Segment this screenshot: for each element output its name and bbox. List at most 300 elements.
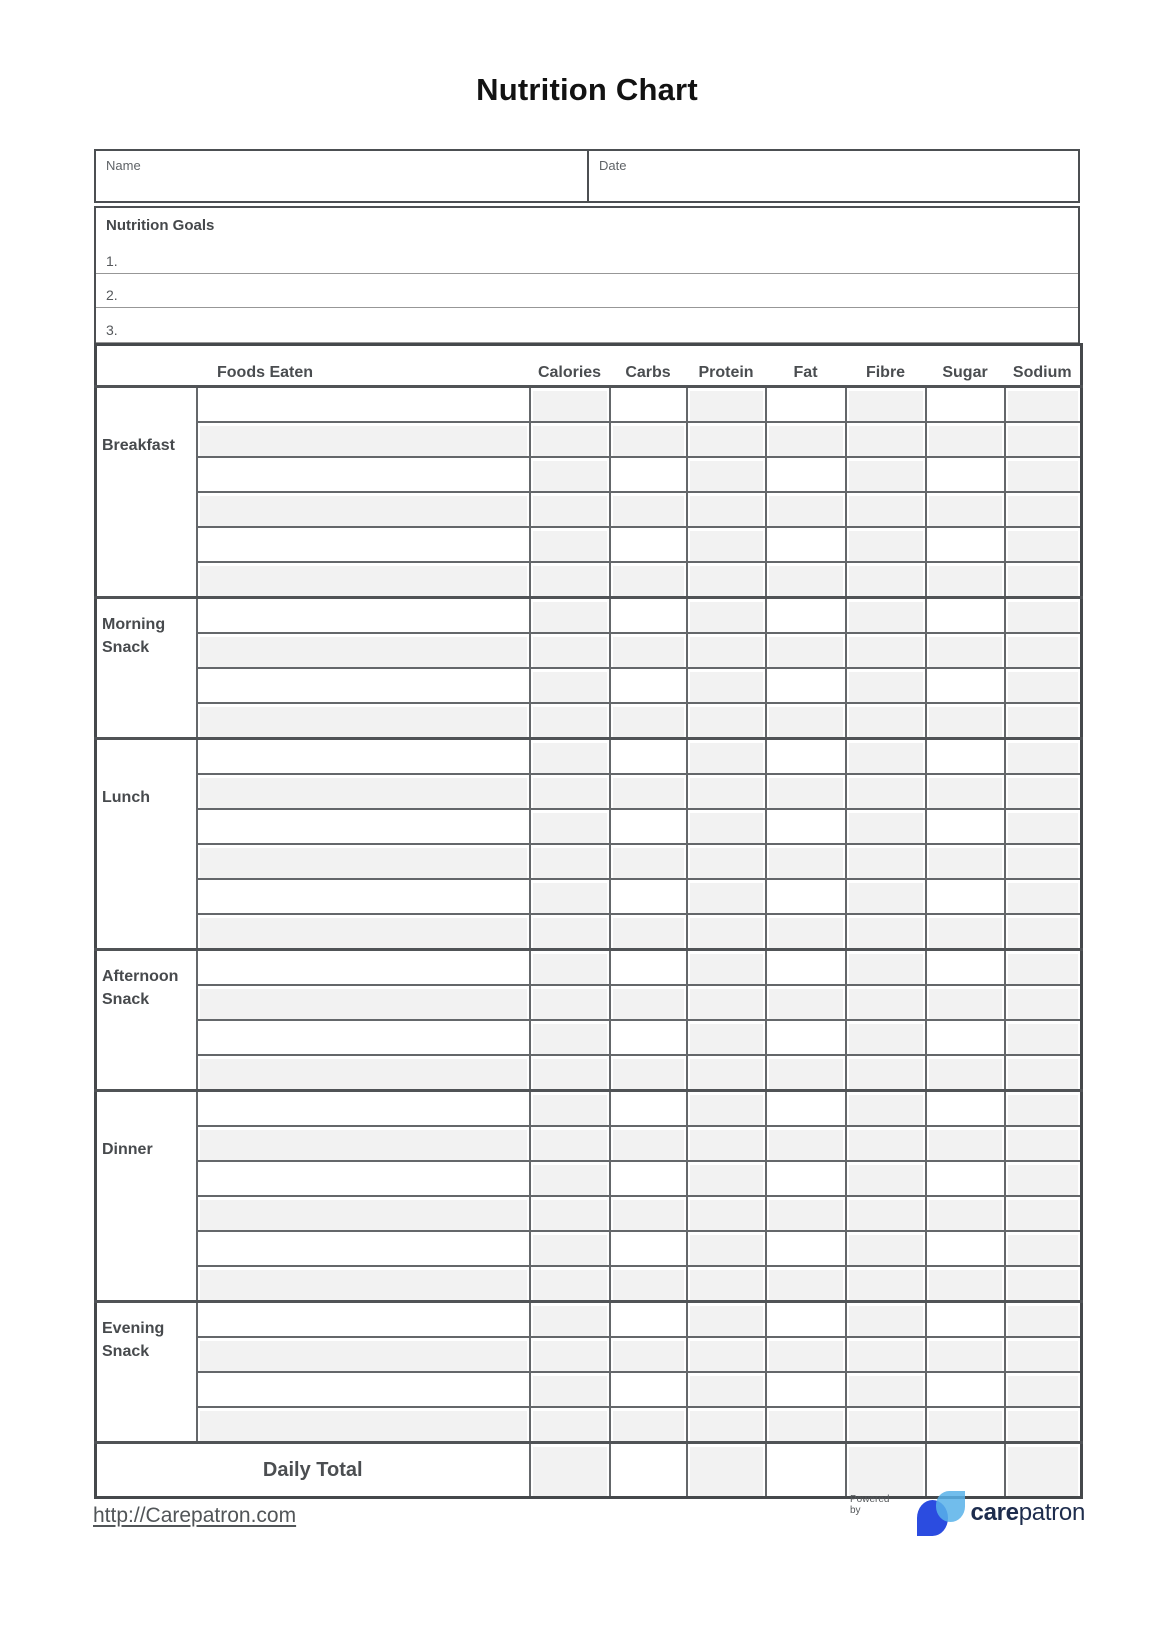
foods-eaten-cell[interactable] — [197, 739, 530, 775]
sodium-cell[interactable] — [1005, 668, 1082, 703]
carbs-cell[interactable] — [610, 1372, 687, 1407]
fat-cell[interactable] — [766, 950, 846, 986]
calories-cell[interactable] — [530, 985, 610, 1020]
calories-cell[interactable] — [530, 844, 610, 879]
foods-eaten-cell[interactable] — [197, 985, 530, 1020]
sodium-cell[interactable] — [1005, 457, 1082, 492]
fat-cell[interactable] — [766, 739, 846, 775]
table-row — [96, 1302, 1082, 1338]
sodium-cell[interactable] — [1005, 1020, 1082, 1055]
sodium-cell[interactable] — [1005, 633, 1082, 668]
sodium-cell[interactable] — [1005, 985, 1082, 1020]
fibre-cell[interactable] — [846, 774, 926, 809]
carbs-cell[interactable] — [610, 844, 687, 879]
foods-eaten-cell[interactable] — [197, 950, 530, 986]
sugar-cell[interactable] — [926, 387, 1005, 423]
table-row — [96, 527, 1082, 562]
calories-cell[interactable] — [530, 1407, 610, 1443]
foods-eaten-cell[interactable] — [197, 1337, 530, 1372]
fibre-cell[interactable] — [846, 1020, 926, 1055]
sodium-cell[interactable] — [1005, 598, 1082, 634]
protein-cell[interactable] — [687, 1020, 766, 1055]
calories-cell[interactable] — [530, 1020, 610, 1055]
protein-cell[interactable] — [687, 774, 766, 809]
carbs-cell[interactable] — [610, 598, 687, 634]
carbs-cell[interactable] — [610, 1196, 687, 1231]
table-row — [96, 1196, 1082, 1231]
sugar-cell[interactable] — [926, 1407, 1005, 1443]
sodium-cell[interactable] — [1005, 527, 1082, 562]
fat-cell[interactable] — [766, 1407, 846, 1443]
foods-eaten-cell[interactable] — [197, 1126, 530, 1161]
fat-cell[interactable] — [766, 1337, 846, 1372]
foods-eaten-cell[interactable] — [197, 422, 530, 457]
sodium-cell[interactable] — [1005, 1407, 1082, 1443]
fat-cell[interactable] — [766, 598, 846, 634]
fat-cell[interactable] — [766, 633, 846, 668]
carbs-cell[interactable] — [610, 739, 687, 775]
sodium-cell[interactable] — [1005, 562, 1082, 598]
foods-eaten-cell[interactable] — [197, 879, 530, 914]
sodium-cell[interactable] — [1005, 1337, 1082, 1372]
fibre-total-cell[interactable] — [846, 1443, 926, 1498]
table-row — [96, 422, 1082, 457]
sodium-cell[interactable] — [1005, 1302, 1082, 1338]
fibre-cell[interactable] — [846, 809, 926, 844]
protein-cell[interactable] — [687, 1372, 766, 1407]
table-row — [96, 633, 1082, 668]
sugar-cell[interactable] — [926, 1020, 1005, 1055]
sodium-cell[interactable] — [1005, 1196, 1082, 1231]
carbs-cell[interactable] — [610, 633, 687, 668]
calories-total-cell[interactable] — [530, 1443, 610, 1498]
sodium-cell[interactable] — [1005, 492, 1082, 527]
fibre-cell[interactable] — [846, 950, 926, 986]
carbs-cell[interactable] — [610, 809, 687, 844]
carbs-cell[interactable] — [610, 1407, 687, 1443]
foods-eaten-cell[interactable] — [197, 527, 530, 562]
sugar-cell[interactable] — [926, 457, 1005, 492]
carbs-cell[interactable] — [610, 387, 687, 423]
protein-cell[interactable] — [687, 1302, 766, 1338]
sodium-cell[interactable] — [1005, 1126, 1082, 1161]
sodium-cell[interactable] — [1005, 1161, 1082, 1196]
fibre-header: Fibre — [846, 345, 926, 387]
protein-cell[interactable] — [687, 950, 766, 986]
sugar-cell[interactable] — [926, 914, 1005, 950]
table-row — [96, 844, 1082, 879]
sugar-cell[interactable] — [926, 809, 1005, 844]
section-label-dinner: Dinner — [96, 1091, 197, 1302]
daily-total-label: Daily Total — [96, 1443, 530, 1498]
section-label-morning-snack: Morning Snack — [96, 598, 197, 739]
protein-cell[interactable] — [687, 527, 766, 562]
sugar-cell[interactable] — [926, 1196, 1005, 1231]
foods-eaten-header: Foods Eaten — [96, 345, 530, 387]
carbs-cell[interactable] — [610, 492, 687, 527]
calories-cell[interactable] — [530, 422, 610, 457]
protein-cell[interactable] — [687, 914, 766, 950]
carbs-cell[interactable] — [610, 914, 687, 950]
protein-cell[interactable] — [687, 985, 766, 1020]
fat-cell[interactable] — [766, 1161, 846, 1196]
goal-line-3[interactable] — [96, 308, 1078, 343]
calories-cell[interactable] — [530, 387, 610, 423]
fat-cell[interactable] — [766, 914, 846, 950]
foods-eaten-cell[interactable] — [197, 1302, 530, 1338]
powered-by-label: Powered by — [850, 1494, 890, 1516]
carepatron-wordmark: carepatron — [970, 1499, 1085, 1526]
table-row — [96, 1372, 1082, 1407]
table-row — [96, 703, 1082, 739]
sugar-cell[interactable] — [926, 633, 1005, 668]
sugar-cell[interactable] — [926, 879, 1005, 914]
fibre-cell[interactable] — [846, 879, 926, 914]
sugar-header: Sugar — [926, 345, 1005, 387]
protein-cell[interactable] — [687, 633, 766, 668]
fibre-cell[interactable] — [846, 598, 926, 634]
nutrition-table — [94, 343, 1083, 1499]
sugar-cell[interactable] — [926, 1337, 1005, 1372]
foods-eaten-cell[interactable] — [197, 914, 530, 950]
foods-eaten-cell[interactable] — [197, 1266, 530, 1302]
fat-cell[interactable] — [766, 774, 846, 809]
foods-eaten-cell[interactable] — [197, 1231, 530, 1266]
sugar-cell[interactable] — [926, 1161, 1005, 1196]
logo-bubble-light-icon — [936, 1491, 965, 1522]
protein-cell[interactable] — [687, 457, 766, 492]
fibre-cell[interactable] — [846, 668, 926, 703]
protein-cell[interactable] — [687, 1196, 766, 1231]
fat-cell[interactable] — [766, 387, 846, 423]
sugar-cell[interactable] — [926, 844, 1005, 879]
fat-cell[interactable] — [766, 1231, 846, 1266]
calories-cell[interactable] — [530, 950, 610, 986]
protein-cell[interactable] — [687, 703, 766, 739]
fibre-cell[interactable] — [846, 457, 926, 492]
sugar-total-cell[interactable] — [926, 1443, 1005, 1498]
carbs-cell[interactable] — [610, 562, 687, 598]
section-label-afternoon-snack: Afternoon Snack — [96, 950, 197, 1091]
fat-cell[interactable] — [766, 527, 846, 562]
table-row — [96, 914, 1082, 950]
fibre-cell[interactable] — [846, 1126, 926, 1161]
calories-cell[interactable] — [530, 879, 610, 914]
fat-cell[interactable] — [766, 422, 846, 457]
carbs-cell[interactable] — [610, 527, 687, 562]
fibre-cell[interactable] — [846, 633, 926, 668]
fat-cell[interactable] — [766, 1372, 846, 1407]
foods-eaten-cell[interactable] — [197, 1020, 530, 1055]
fibre-cell[interactable] — [846, 1407, 926, 1443]
fibre-cell[interactable] — [846, 1091, 926, 1127]
protein-cell[interactable] — [687, 387, 766, 423]
sodium-total-cell[interactable] — [1005, 1443, 1082, 1498]
carbs-cell[interactable] — [610, 1020, 687, 1055]
protein-cell[interactable] — [687, 1126, 766, 1161]
sugar-cell[interactable] — [926, 1302, 1005, 1338]
protein-cell[interactable] — [687, 492, 766, 527]
foods-eaten-cell[interactable] — [197, 562, 530, 598]
foods-eaten-cell[interactable] — [197, 387, 530, 423]
carbs-cell[interactable] — [610, 950, 687, 986]
foods-eaten-cell[interactable] — [197, 1372, 530, 1407]
sugar-cell[interactable] — [926, 562, 1005, 598]
calories-cell[interactable] — [530, 1055, 610, 1091]
table-row — [96, 1407, 1082, 1443]
table-row — [96, 739, 1082, 775]
calories-cell[interactable] — [530, 668, 610, 703]
calories-cell[interactable] — [530, 492, 610, 527]
calories-cell[interactable] — [530, 598, 610, 634]
carbs-cell[interactable] — [610, 1091, 687, 1127]
table-row — [96, 774, 1082, 809]
nutrition-goals-heading: Nutrition Goals — [106, 217, 215, 234]
protein-cell[interactable] — [687, 1161, 766, 1196]
protein-cell[interactable] — [687, 809, 766, 844]
carbs-cell[interactable] — [610, 1126, 687, 1161]
fibre-cell[interactable] — [846, 387, 926, 423]
sodium-cell[interactable] — [1005, 1231, 1082, 1266]
protein-cell[interactable] — [687, 1337, 766, 1372]
calories-header: Calories — [530, 345, 610, 387]
fat-cell[interactable] — [766, 879, 846, 914]
carbs-cell[interactable] — [610, 1302, 687, 1338]
carbs-header: Carbs — [610, 345, 687, 387]
calories-cell[interactable] — [530, 809, 610, 844]
foods-eaten-cell[interactable] — [197, 1091, 530, 1127]
calories-cell[interactable] — [530, 703, 610, 739]
protein-cell[interactable] — [687, 1091, 766, 1127]
protein-cell[interactable] — [687, 1055, 766, 1091]
calories-cell[interactable] — [530, 457, 610, 492]
carbs-cell[interactable] — [610, 1266, 687, 1302]
sugar-cell[interactable] — [926, 1055, 1005, 1091]
carbs-total-cell[interactable] — [610, 1443, 687, 1498]
foods-eaten-cell[interactable] — [197, 774, 530, 809]
sodium-cell[interactable] — [1005, 950, 1082, 986]
fat-cell[interactable] — [766, 1302, 846, 1338]
fibre-cell[interactable] — [846, 1196, 926, 1231]
fat-cell[interactable] — [766, 1091, 846, 1127]
fibre-cell[interactable] — [846, 844, 926, 879]
fibre-cell[interactable] — [846, 1302, 926, 1338]
calories-cell[interactable] — [530, 914, 610, 950]
fibre-cell[interactable] — [846, 492, 926, 527]
protein-cell[interactable] — [687, 668, 766, 703]
goal-line-2[interactable] — [96, 274, 1078, 308]
sugar-cell[interactable] — [926, 703, 1005, 739]
protein-cell[interactable] — [687, 1407, 766, 1443]
sugar-cell[interactable] — [926, 1266, 1005, 1302]
calories-cell[interactable] — [530, 1196, 610, 1231]
foods-eaten-cell[interactable] — [197, 844, 530, 879]
goal-number-2: 2. — [106, 287, 118, 303]
fat-cell[interactable] — [766, 668, 846, 703]
fat-cell[interactable] — [766, 1196, 846, 1231]
table-row — [96, 950, 1082, 986]
calories-cell[interactable] — [530, 1266, 610, 1302]
table-row — [96, 598, 1082, 634]
protein-cell[interactable] — [687, 562, 766, 598]
protein-cell[interactable] — [687, 739, 766, 775]
table-row — [96, 985, 1082, 1020]
protein-cell[interactable] — [687, 1231, 766, 1266]
sugar-cell[interactable] — [926, 1126, 1005, 1161]
foods-eaten-cell[interactable] — [197, 492, 530, 527]
calories-cell[interactable] — [530, 633, 610, 668]
fibre-cell[interactable] — [846, 1161, 926, 1196]
sodium-cell[interactable] — [1005, 809, 1082, 844]
carbs-cell[interactable] — [610, 1337, 687, 1372]
sodium-cell[interactable] — [1005, 1091, 1082, 1127]
table-row — [96, 1055, 1082, 1091]
carbs-cell[interactable] — [610, 774, 687, 809]
sugar-cell[interactable] — [926, 1091, 1005, 1127]
table-row — [96, 457, 1082, 492]
calories-cell[interactable] — [530, 1091, 610, 1127]
sodium-cell[interactable] — [1005, 422, 1082, 457]
table-row — [96, 809, 1082, 844]
sugar-cell[interactable] — [926, 668, 1005, 703]
foods-eaten-cell[interactable] — [197, 1161, 530, 1196]
carbs-cell[interactable] — [610, 703, 687, 739]
protein-cell[interactable] — [687, 879, 766, 914]
calories-cell[interactable] — [530, 1372, 610, 1407]
carbs-cell[interactable] — [610, 457, 687, 492]
foods-eaten-cell[interactable] — [197, 668, 530, 703]
fibre-cell[interactable] — [846, 914, 926, 950]
carbs-cell[interactable] — [610, 1055, 687, 1091]
sugar-cell[interactable] — [926, 598, 1005, 634]
fibre-cell[interactable] — [846, 739, 926, 775]
calories-cell[interactable] — [530, 739, 610, 775]
name-field[interactable] — [96, 151, 589, 201]
table-row — [96, 1091, 1082, 1127]
sugar-cell[interactable] — [926, 985, 1005, 1020]
fibre-cell[interactable] — [846, 1231, 926, 1266]
sugar-cell[interactable] — [926, 950, 1005, 986]
nutrition-goals-box — [94, 206, 1080, 343]
sugar-cell[interactable] — [926, 492, 1005, 527]
foods-eaten-cell[interactable] — [197, 457, 530, 492]
powered-by-block — [850, 1491, 1085, 1539]
fibre-cell[interactable] — [846, 422, 926, 457]
sodium-cell[interactable] — [1005, 703, 1082, 739]
fibre-cell[interactable] — [846, 527, 926, 562]
protein-cell[interactable] — [687, 422, 766, 457]
foods-eaten-cell[interactable] — [197, 598, 530, 634]
sugar-cell[interactable] — [926, 1372, 1005, 1407]
sugar-cell[interactable] — [926, 739, 1005, 775]
fat-cell[interactable] — [766, 1055, 846, 1091]
calories-cell[interactable] — [530, 1302, 610, 1338]
fat-cell[interactable] — [766, 1126, 846, 1161]
fat-cell[interactable] — [766, 985, 846, 1020]
calories-cell[interactable] — [530, 1126, 610, 1161]
fat-cell[interactable] — [766, 844, 846, 879]
foods-eaten-cell[interactable] — [197, 1407, 530, 1443]
sodium-cell[interactable] — [1005, 1055, 1082, 1091]
sugar-cell[interactable] — [926, 1231, 1005, 1266]
sugar-cell[interactable] — [926, 527, 1005, 562]
fat-cell[interactable] — [766, 562, 846, 598]
foods-eaten-cell[interactable] — [197, 1055, 530, 1091]
table-row — [96, 879, 1082, 914]
table-row — [96, 387, 1082, 423]
calories-cell[interactable] — [530, 774, 610, 809]
goal-number-1: 1. — [106, 253, 118, 269]
name-label: Name — [106, 158, 141, 173]
fibre-cell[interactable] — [846, 1372, 926, 1407]
sodium-cell[interactable] — [1005, 739, 1082, 775]
calories-cell[interactable] — [530, 1337, 610, 1372]
sodium-cell[interactable] — [1005, 879, 1082, 914]
table-row — [96, 1020, 1082, 1055]
protein-cell[interactable] — [687, 598, 766, 634]
calories-cell[interactable] — [530, 1161, 610, 1196]
carepatron-link[interactable]: http://Carepatron.com — [93, 1504, 297, 1527]
sodium-cell[interactable] — [1005, 774, 1082, 809]
carbs-cell[interactable] — [610, 1231, 687, 1266]
fibre-cell[interactable] — [846, 1337, 926, 1372]
calories-cell[interactable] — [530, 562, 610, 598]
fibre-cell[interactable] — [846, 1055, 926, 1091]
protein-cell[interactable] — [687, 1266, 766, 1302]
sodium-cell[interactable] — [1005, 387, 1082, 423]
sodium-cell[interactable] — [1005, 1372, 1082, 1407]
name-date-box — [94, 149, 1080, 203]
fibre-cell[interactable] — [846, 562, 926, 598]
fat-total-cell[interactable] — [766, 1443, 846, 1498]
calories-cell[interactable] — [530, 527, 610, 562]
foods-eaten-cell[interactable] — [197, 633, 530, 668]
protein-total-cell[interactable] — [687, 1443, 766, 1498]
fat-cell[interactable] — [766, 1020, 846, 1055]
foods-eaten-cell[interactable] — [197, 1196, 530, 1231]
table-row — [96, 562, 1082, 598]
fibre-cell[interactable] — [846, 703, 926, 739]
goal-line-1[interactable] — [96, 240, 1078, 274]
fibre-cell[interactable] — [846, 985, 926, 1020]
protein-cell[interactable] — [687, 844, 766, 879]
fibre-cell[interactable] — [846, 1266, 926, 1302]
carbs-cell[interactable] — [610, 879, 687, 914]
fat-cell[interactable] — [766, 1266, 846, 1302]
sodium-cell[interactable] — [1005, 844, 1082, 879]
table-row — [96, 1266, 1082, 1302]
carbs-cell[interactable] — [610, 985, 687, 1020]
sugar-cell[interactable] — [926, 422, 1005, 457]
carbs-cell[interactable] — [610, 668, 687, 703]
fat-cell[interactable] — [766, 457, 846, 492]
calories-cell[interactable] — [530, 1231, 610, 1266]
goal-number-3: 3. — [106, 322, 118, 338]
date-field[interactable] — [589, 151, 1078, 201]
fat-cell[interactable] — [766, 492, 846, 527]
fat-cell[interactable] — [766, 703, 846, 739]
carbs-cell[interactable] — [610, 422, 687, 457]
sodium-cell[interactable] — [1005, 1266, 1082, 1302]
sodium-cell[interactable] — [1005, 914, 1082, 950]
section-label-lunch: Lunch — [96, 739, 197, 950]
table-row — [96, 1231, 1082, 1266]
fat-cell[interactable] — [766, 809, 846, 844]
foods-eaten-cell[interactable] — [197, 809, 530, 844]
carbs-cell[interactable] — [610, 1161, 687, 1196]
sugar-cell[interactable] — [926, 774, 1005, 809]
foods-eaten-cell[interactable] — [197, 703, 530, 739]
